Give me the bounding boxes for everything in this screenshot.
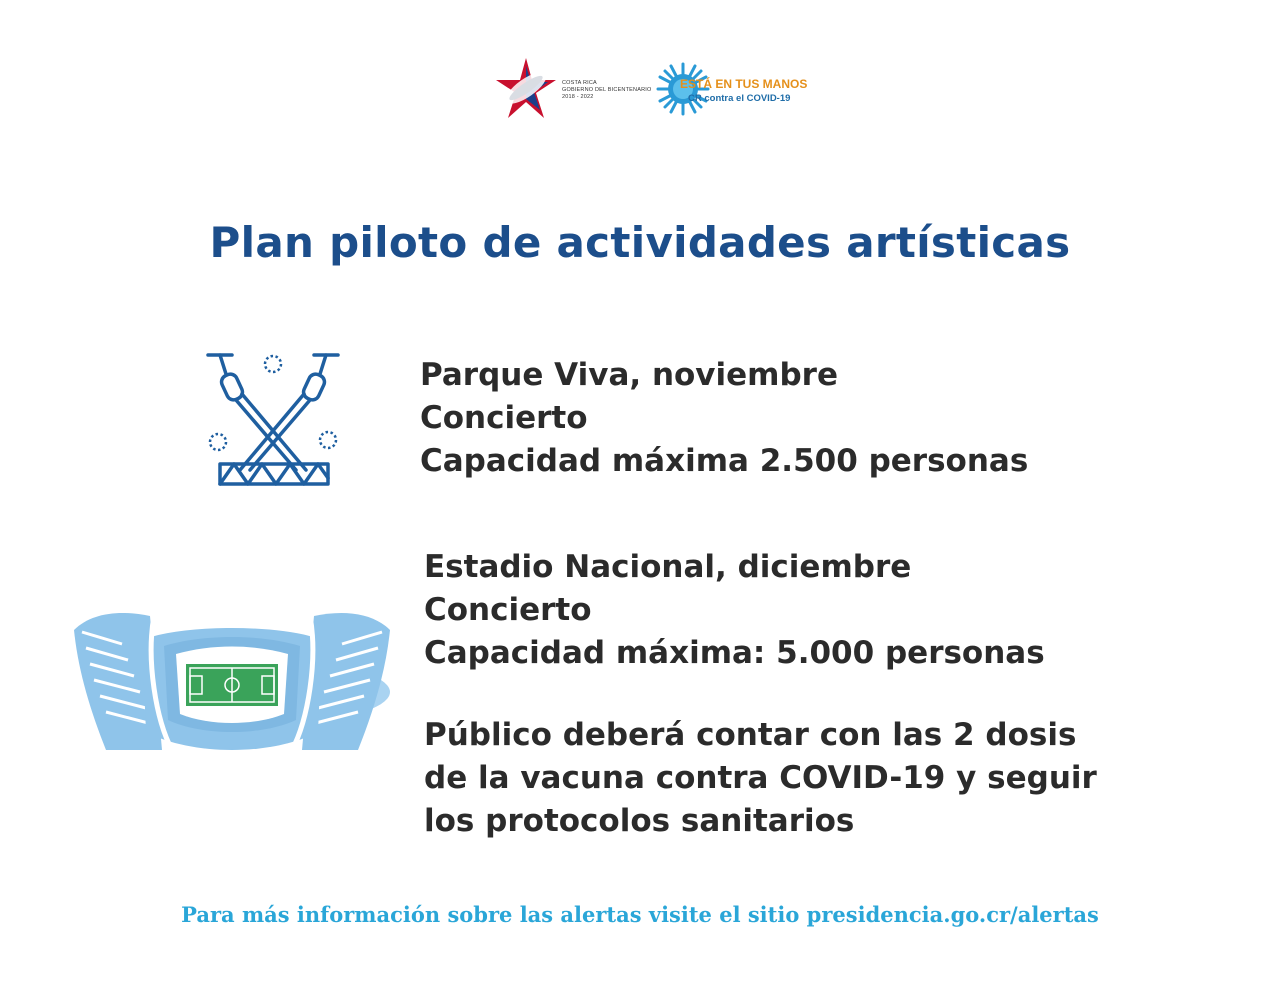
page-title: Plan piloto de actividades artísticas	[209, 218, 1071, 267]
event-type: Concierto	[424, 592, 592, 628]
requirement-line: de la vacuna contra COVID-19 y seguir	[424, 760, 1097, 796]
concert-stage-icon	[206, 352, 340, 488]
requirement-line: los protocolos sanitarios	[424, 803, 855, 839]
event-type: Concierto	[420, 400, 588, 436]
requirements-note	[424, 714, 1097, 843]
requirement-line: Público deberá contar con las 2 dosis	[424, 717, 1077, 753]
event-capacity: Capacidad máxima 2.500 personas	[420, 443, 1029, 479]
stadium-icon	[72, 610, 392, 756]
event-venue-date: Estadio Nacional, diciembre	[424, 549, 912, 585]
covid-slogan-line1: ESTÁ EN TUS MANOS	[680, 77, 808, 91]
costa-rica-star-logo	[494, 56, 558, 120]
header-logos	[0, 52, 1280, 124]
covid-slogan-line2: CR contra el COVID-19	[688, 93, 791, 104]
event-capacity: Capacidad máxima: 5.000 personas	[424, 635, 1045, 671]
event-parque-viva	[420, 354, 1028, 483]
event-estadio-nacional	[424, 546, 1045, 675]
footer-info-text: Para más información sobre las alertas visite el sitio presidencia.go.cr/alertas	[181, 902, 1099, 927]
government-logo-text: COSTA RICA GOBIERNO DEL BICENTENARIO 2018 - 2022	[562, 80, 652, 100]
event-venue-date: Parque Viva, noviembre	[420, 357, 838, 393]
